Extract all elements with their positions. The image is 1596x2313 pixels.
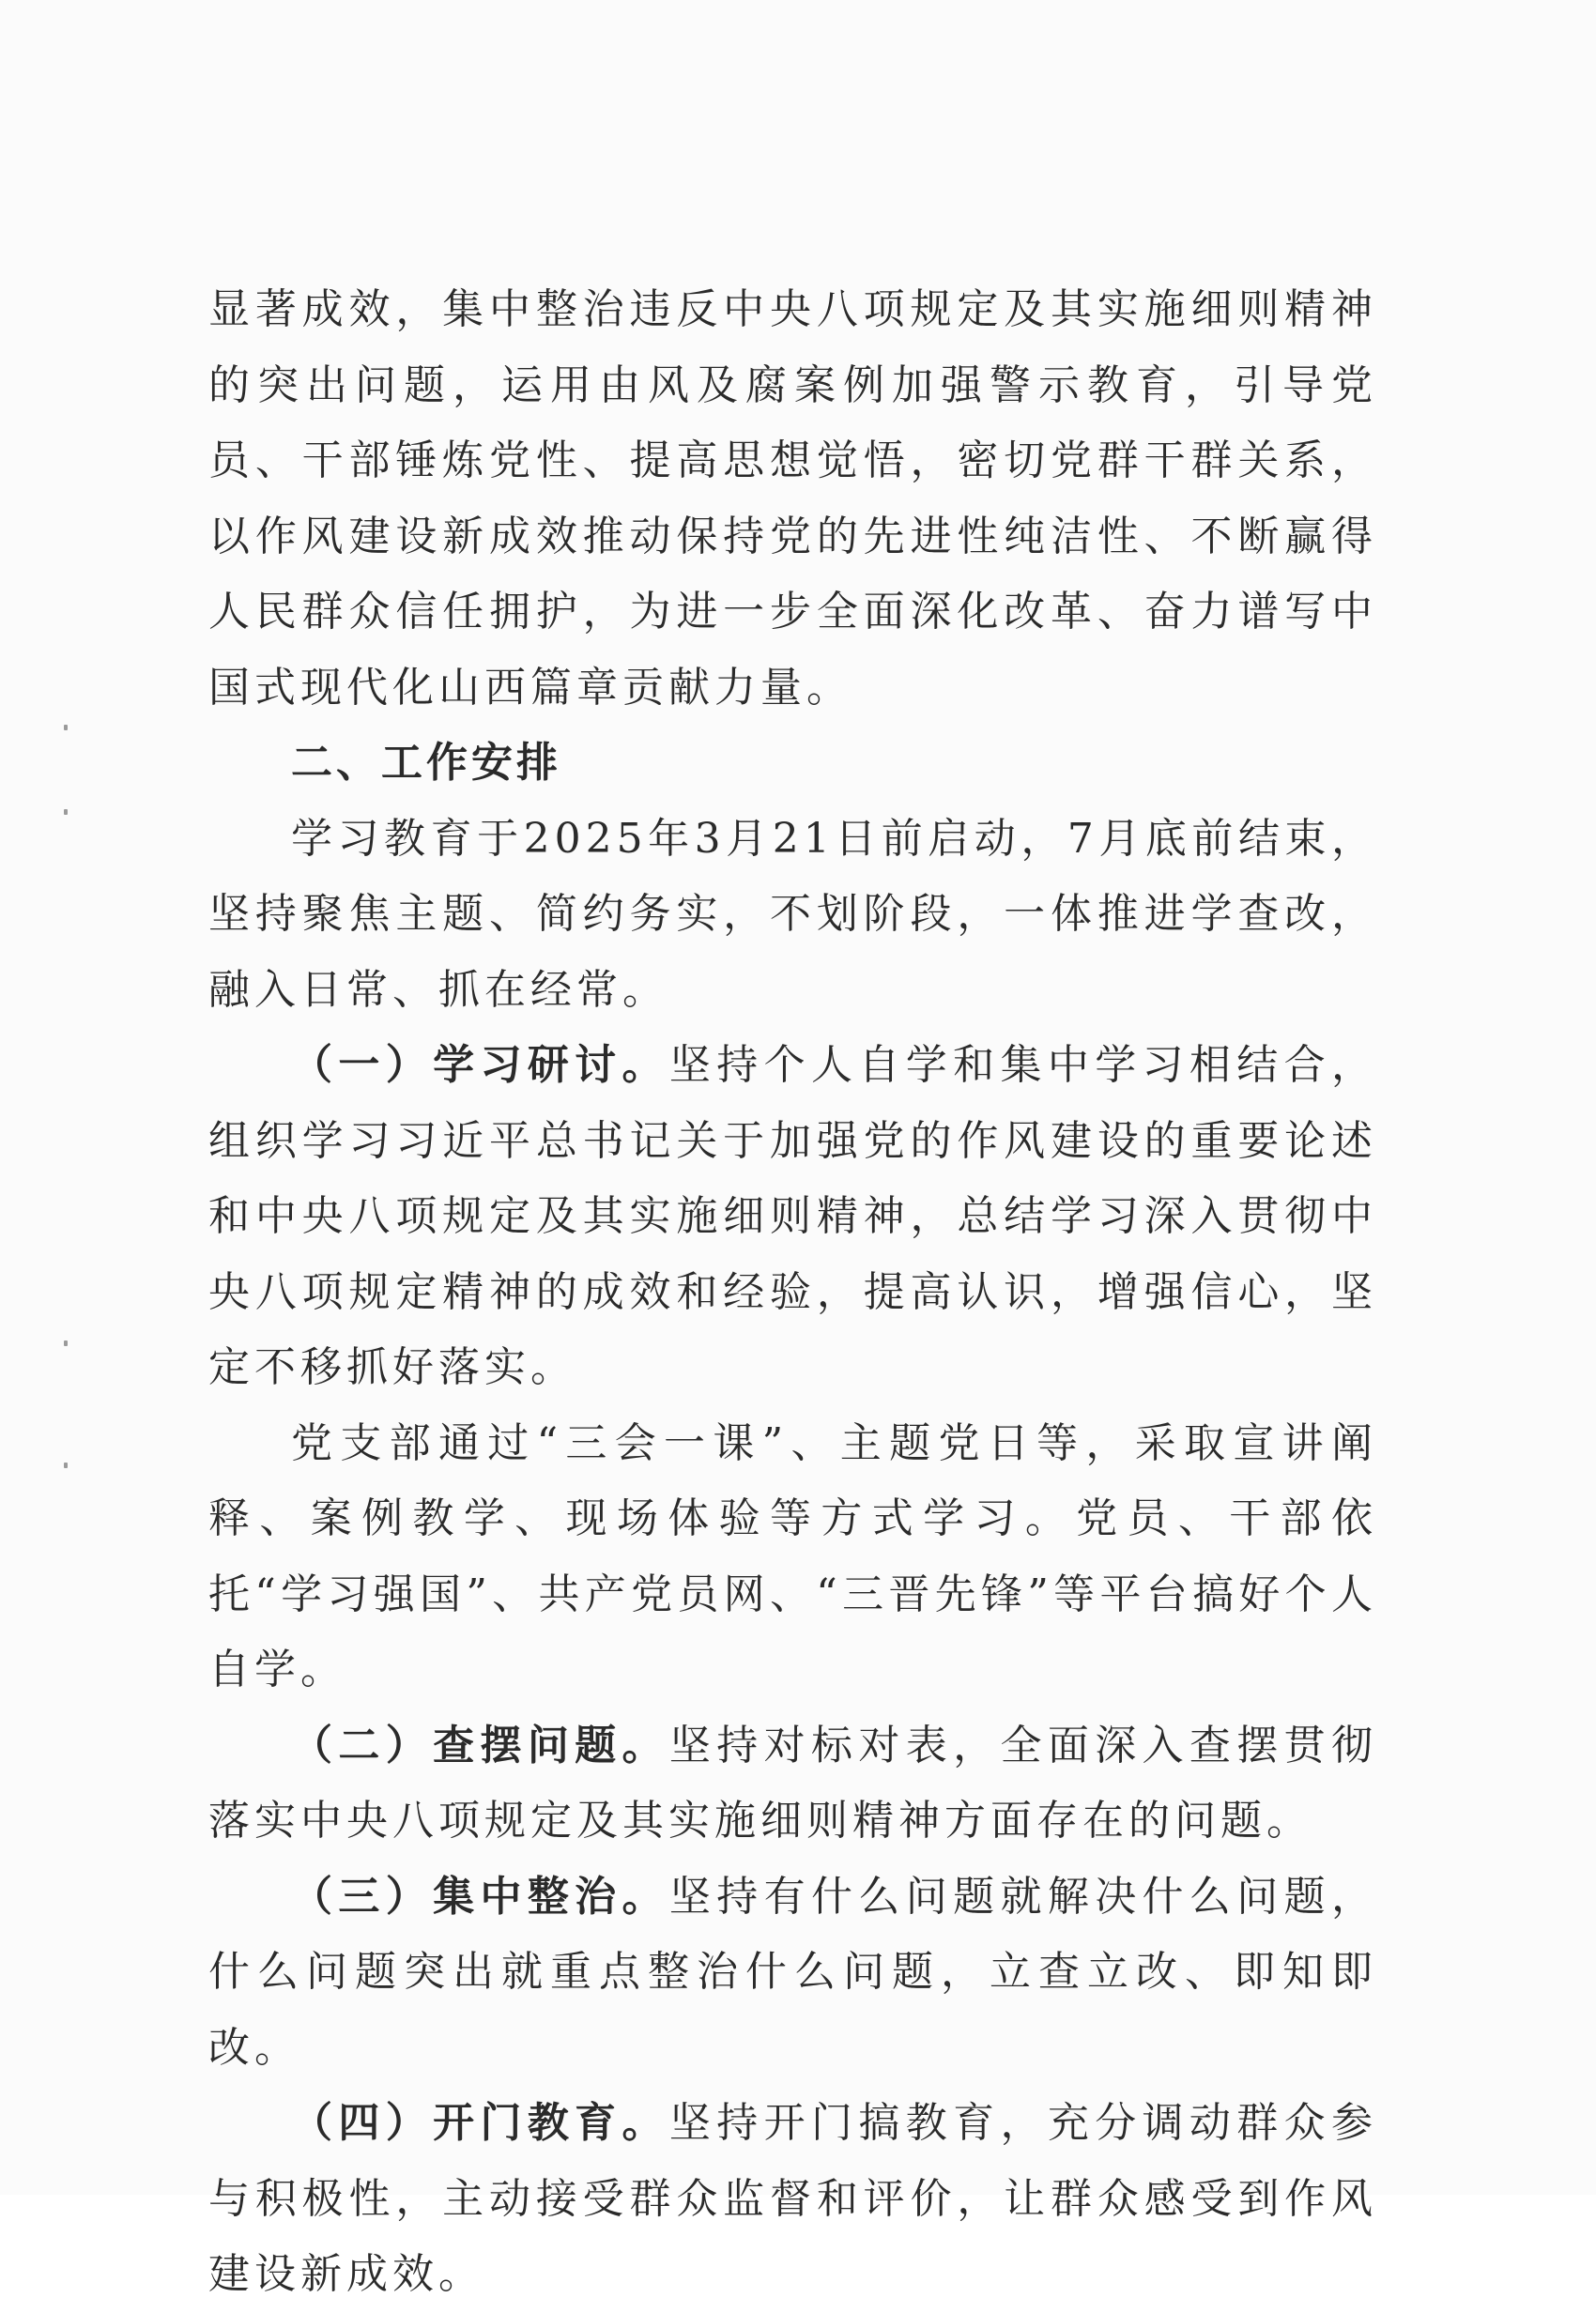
item-text: 坚持开门搞教育，充分调动群众参与积极性，主动接受群众监督和评价，让群众感受到作风建设新成效。	[208, 2099, 1378, 2298]
scan-mark	[64, 809, 68, 815]
paragraph-intro-continued: 显著成效，集中整治违反中央八项规定及其实施细则精神的突出问题，运用由风及腐案例加强警示教育，引导党员、干部锤炼党性、提高思想觉悟，密切党群干群关系，以作风建设新成效推动保持党的先进性纯洁性、不断赢得人民群众信任拥护，为进一步全面深化改革、奋力谱写中国式现代化山西篇章贡献力量。	[208, 285, 1377, 712]
item-text: 坚持有什么问题就解决什么问题， 什么问题突出就重点整治什么问题，立查立改、即知即改。	[208, 1872, 1378, 2072]
item-label: （一）学习研讨。	[291, 1041, 669, 1089]
item-label: （四）开门教育。	[291, 2099, 669, 2147]
item-rectification	[208, 1860, 1377, 2087]
item-text: 坚持个人自学和集中学习相结合，组织学习习近平总书记关于加强党的作风建设的重要论述和中央八项规定及其实施细则精神，总结学习深入贯彻中央八项规定精神的成效和经验，提高认识，增强信心，坚定不移抓好落实。	[208, 1041, 1378, 1391]
item-label: （二）查摆问题。	[291, 1721, 669, 1769]
item-label: （三）集中整治。	[291, 1872, 669, 1921]
item-text: 坚持对标对表，全面深入查摆贯彻落实中央八项规定及其实施细则精神方面存在的问题。	[208, 1721, 1378, 1845]
item-open-education	[208, 2086, 1377, 2313]
paragraph-party-branch: 党支部通过“三会一课”、主题党日等，采取宣讲阐释、案例教学、现场体验等方式学习。党员、干部依托“学习强国”、共产党员网、“三晋先锋”等平台搞好个人自学。	[208, 1418, 1377, 1693]
paragraph-schedule: 学习教育于2025年3月21日前启动，7月底前结束，坚持聚焦主题、简约务实，不划阶段，一体推进学查改，融入日常、抓在经常。	[208, 814, 1377, 1014]
section-heading: 二、工作安排	[291, 739, 561, 787]
scan-mark	[64, 1463, 68, 1468]
document-body	[208, 272, 1377, 2313]
scan-mark	[64, 725, 68, 730]
scan-mark	[64, 1340, 68, 1346]
item-find-problems	[208, 1708, 1377, 1860]
item-study-discussion	[208, 1028, 1377, 1406]
